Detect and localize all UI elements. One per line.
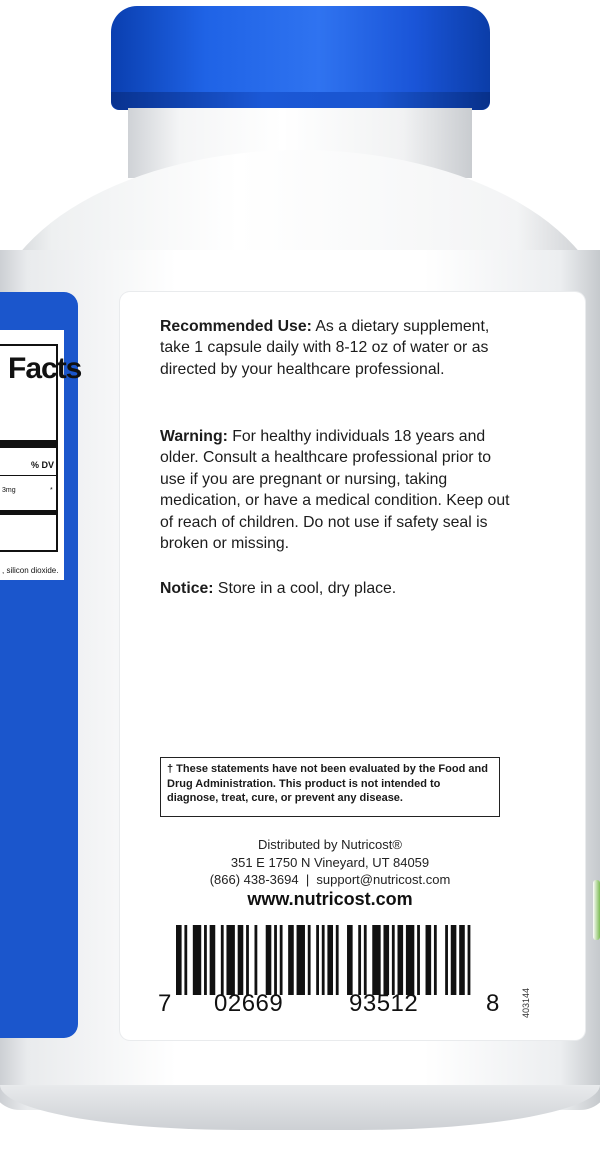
barcode-bar xyxy=(468,925,471,995)
barcode-bar xyxy=(316,925,319,995)
adjacent-green-label-edge xyxy=(593,880,600,940)
barcode-bar xyxy=(417,925,420,995)
warning xyxy=(160,426,512,554)
barcode-bar xyxy=(184,925,187,995)
recommended-use-heading: Recommended Use: xyxy=(160,318,312,335)
barcode-bar xyxy=(364,925,367,995)
facts-other-ingredients: , silicon dioxide. xyxy=(2,566,59,575)
barcode-bar xyxy=(255,925,258,995)
facts-dv-star: * xyxy=(50,487,53,494)
barcode-bar xyxy=(266,925,272,995)
barcode-bar xyxy=(308,925,311,995)
barcode-digit-last: 8 xyxy=(486,990,500,1017)
lot-number: 403144 xyxy=(521,987,531,1018)
barcode-bar xyxy=(297,925,305,995)
barcode-bar xyxy=(383,925,389,995)
barcode-bar xyxy=(288,925,294,995)
barcode-bar xyxy=(426,925,432,995)
facts-thick-rule xyxy=(0,440,56,448)
barcode-bar xyxy=(327,925,333,995)
facts-dv-header: % DV xyxy=(31,460,55,470)
barcode-bar xyxy=(221,925,224,995)
barcode-bar xyxy=(246,925,249,995)
fda-disclaimer-box xyxy=(160,757,500,817)
barcode-bar xyxy=(397,925,403,995)
recommended-use-text: As a dietary supplement, take 1 capsule daily with 8-12 oz of water or as directed by your healthcare professional. xyxy=(160,318,490,378)
barcode-bar xyxy=(238,925,244,995)
facts-mid-rule xyxy=(0,510,56,515)
barcode-bar xyxy=(280,925,283,995)
fda-disclaimer-text: † These statements have not been evaluated by the Food and Drug Administration. This product is not intended to diagnose, treat, cure, or prevent any disease. xyxy=(167,763,488,804)
distributor-address: 351 E 1750 N Vineyard, UT 84059 xyxy=(230,854,430,870)
barcode-bar xyxy=(451,925,457,995)
barcode-bar xyxy=(358,925,361,995)
barcode-bar xyxy=(459,925,465,995)
distributor-contact: (866) 438-3694 | support@nutricost.com xyxy=(209,872,451,887)
notice xyxy=(160,578,510,599)
barcode-digits-right: 93512 xyxy=(349,990,419,1017)
barcode-bar xyxy=(434,925,437,995)
barcode-bar xyxy=(392,925,395,995)
barcode-bar xyxy=(445,925,448,995)
recommended-use xyxy=(160,316,510,380)
warning-heading: Warning: xyxy=(160,428,228,445)
barcode-bar xyxy=(274,925,277,995)
barcode-bar xyxy=(336,925,339,995)
barcode-bar xyxy=(347,925,353,995)
barcode-bar xyxy=(226,925,234,995)
supplement-facts-title: Facts xyxy=(8,352,82,385)
barcode-bar xyxy=(372,925,380,995)
notice-text: Store in a cool, dry place. xyxy=(213,580,397,597)
barcode-digit-first: 7 xyxy=(158,990,172,1017)
barcode-bar xyxy=(176,925,182,995)
barcode-bar xyxy=(322,925,325,995)
bottle-base xyxy=(0,1085,600,1130)
barcode-bar xyxy=(204,925,207,995)
distributor-block xyxy=(160,836,500,889)
facts-amount: 3mg xyxy=(2,487,16,494)
warning-text: For healthy individuals 18 years and older. Consult a healthcare professional prior to use if you are pregnant or nursing, taking medication, or have a medical condition. Keep out of reach of children. Do not use if safety seal is broken or missing. xyxy=(160,428,510,553)
distributed-by: Distributed by Nutricost® xyxy=(258,837,402,852)
barcode-bar xyxy=(210,925,216,995)
barcode-digits-left: 02669 xyxy=(214,990,284,1017)
notice-heading: Notice: xyxy=(160,580,214,597)
website-url: www.nutricost.com xyxy=(247,889,413,909)
facts-thin-rule xyxy=(0,475,56,476)
barcode-bar xyxy=(406,925,414,995)
barcode-bar xyxy=(193,925,201,995)
barcode xyxy=(176,925,476,995)
